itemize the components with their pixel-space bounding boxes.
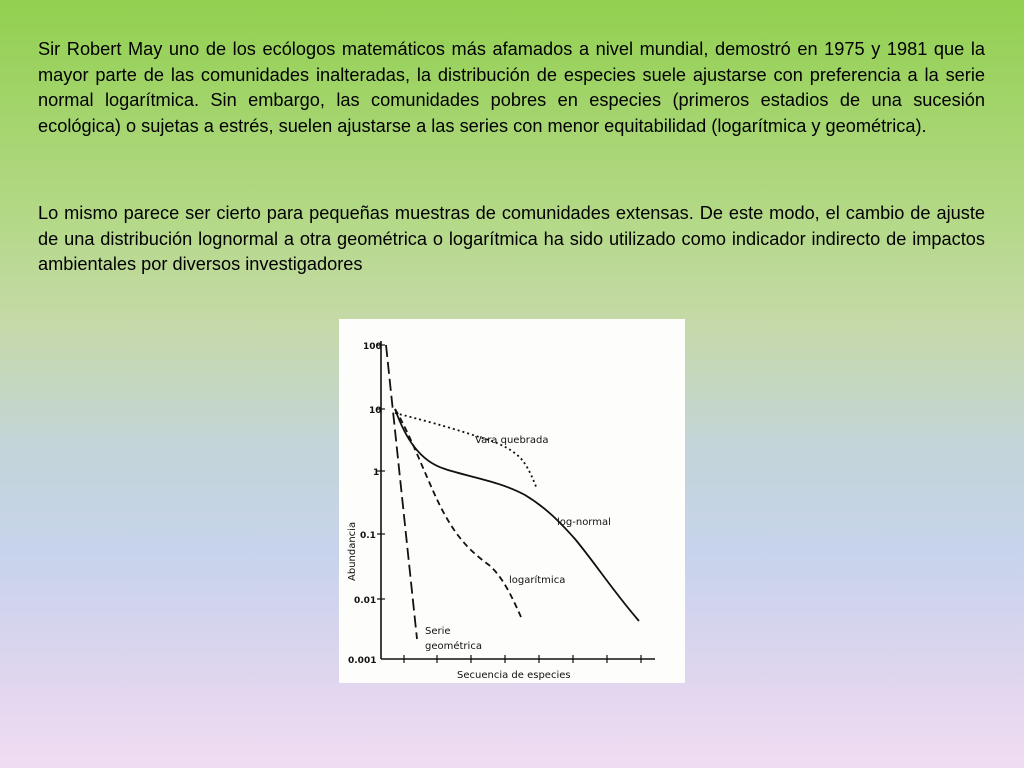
label-vara-quebrada: Vara quebrada xyxy=(475,435,549,446)
species-abundance-figure xyxy=(339,319,685,683)
y-axis-label: Abundancia xyxy=(347,521,358,581)
x-axis-label: Secuencia de especies xyxy=(457,670,571,681)
series-geometrica-line xyxy=(386,345,417,639)
label-log-normal: log-normal xyxy=(557,517,611,528)
label-geometrica: geométrica xyxy=(425,641,482,652)
species-abundance-chart xyxy=(339,319,685,683)
y-tick-label-0-001: 0.001 xyxy=(348,656,377,666)
label-logaritmica: logarítmica xyxy=(509,575,566,586)
series-vara-quebrada-line xyxy=(395,413,537,489)
paragraph-may: Sir Robert May uno de los ecólogos matemáticos más afamados a nivel mundial, demostró en 1975 y 1981 que la mayor parte de las comunidades inalteradas, la distribución de especies suele ajustarse con preferencia a la serie normal logarítmica. Sin embargo, las comunidades pobres en especies (primeros estadios de una sucesión ecológica) o sujetas a estrés, suelen ajustarse a las series con menor equitabilidad (logarítmica y geométrica). xyxy=(38,39,985,136)
y-tick-label-1: 1 xyxy=(373,468,380,478)
y-tick-label-0-1: 0.1 xyxy=(360,531,376,541)
paragraph-indicator: Lo mismo parece ser cierto para pequeñas muestras de comunidades extensas. De este modo, el cambio de ajuste de una distribución lognormal a otra geométrica o logarítmica ha sido utilizado como indicador indirecto de impactos ambientales por diversos investigadores xyxy=(38,203,985,275)
y-tick-label-100: 100 xyxy=(363,342,382,352)
y-tick-label-10: 10 xyxy=(369,406,382,416)
label-serie: Serie xyxy=(425,626,451,637)
y-tick-label-0-01: 0.01 xyxy=(354,596,377,606)
